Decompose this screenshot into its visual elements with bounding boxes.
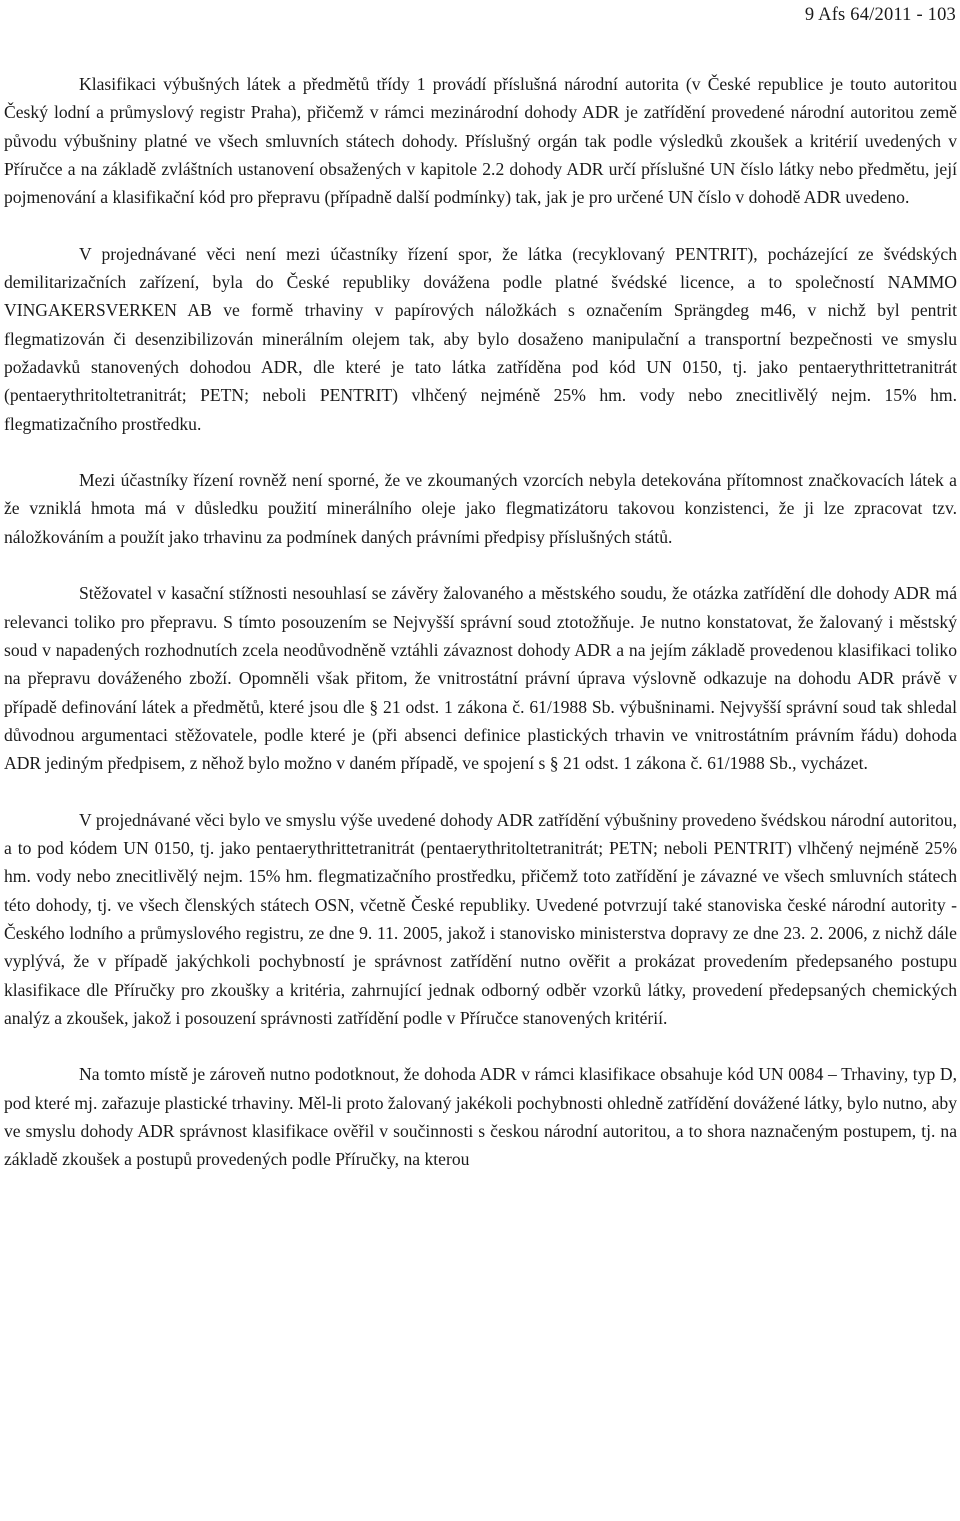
paragraph-marking-substances: Mezi účastníky řízení rovněž není sporné, že ve zkoumaných vzorcích nebyla detekována přítomnost značkovacích látek a že vzniklá hmota má v důsledku použití minerálního oleje jako flegmatizátoru takovou konzistenci, že ji lze zpracovat tzv. náložkováním a použít jako trhavinu za podmínek daných právními předpisy příslušných států. [4,470,957,547]
case-number-header: 9 Afs 64/2011 - 103 [804,5,956,25]
paragraph-undisputed-facts: V projednávané věci není mezi účastníky řízení spor, že látka (recyklovaný PENTRIT), pocházející ze švédských demilitarizačních zařízení, byla do České republiky dovážena podle platné švédské licence, a to společností NAMMO VINGAKERSVERKEN AB ve formě trhaviny v papírových náložkách s označením Sprängdeg m46, v nichž byl pentrit flegmatizován či desenzibilizován minerálním olejem tak, aby bylo dosaženo manipulační a transportní bezpečnosti ve smyslu požadavků stanovených dohodou ADR, dle které je tato látka zatříděna pod kód UN 0150, tj. jako pentaerythrittetranitrát (pentaerythritoltetranitrát; PETN; neboli PENTRIT) vlhčený nejméně 25% hm. vody nebo znecitlivělý nejm. 15% hm. flegmatizačního prostředku. [4,243,957,434]
paragraph-un0084-note: Na tomto místě je zároveň nutno podotknout, že dohoda ADR v rámci klasifikace obsahuje kód UN 0084 – Trhaviny, typ D, pod které mj. zařazuje plastické trhaviny. Měl-li proto žalovaný jakékoli pochybnosti ohledně zatřídění dovážené látky, bylo nutno, aby ve smyslu dohody ADR správnost klasifikace ověřil v součinnosti s českou národní autoritou, a to shora naznačeným postupem, tj. na základě zkoušek a postupů provedených podle Příručky, na kterou [4,1064,957,1170]
paragraph-complainant-argument: Stěžovatel v kasační stížnosti nesouhlasí se závěry žalovaného a městského soudu, že otázka zatřídění dle dohody ADR má relevanci toliko pro přepravu. S tímto posouzením se Nejvyšší správní soud ztotožňuje. Je nutno konstatovat, že žalovaný i městský soud v napadených rozhodnutích zcela neodůvodněně vztáhli závaznost dohody ADR a na jejím základě provedenou klasifikaci toliko na přepravu dováženého zboží. Opomněli však přitom, že vnitrostátní právní úprava výslovně odkazuje na dohodu ADR právě v případě definování látek a předmětů, které jsou dle § 21 odst. 1 zákona č. 61/1988 Sb. výbušninami. Nejvyšší správní soud tak shledal důvodnou argumentaci stěžovatele, podle které je (při absenci definice plastických trhavin ve vnitrostátním právním řádu) dohoda ADR jediným předpisem, z něhož bylo možno v daném případě, ve spojení s § 21 odst. 1 zákona č. 61/1988 Sb., vycházet. [4,583,957,774]
paragraph-swedish-classification: V projednávané věci bylo ve smyslu výše uvedené dohody ADR zatřídění výbušniny provedeno švédskou národní autoritou, a to pod kódem UN 0150, tj. jako pentaerythrittetranitrát (pentaerythritoltetranitrát; PETN; neboli PENTRIT) vlhčený nejméně 25% hm. vody nebo znecitlivělý nejm. 15% hm. flegmatizačního prostředku, přičemž toto zatřídění je závazné ve všech smluvních státech této dohody, tj. ve všech členských státech OSN, včetně České republiky. Uvedené potvrzují také stanoviska české národní autority - Českého lodního a průmyslového registru, ze dne 9. 11. 2005, jakož i stanovisko ministerstva dopravy ze dne 23. 2. 2006, z nichž dále vyplývá, že v případě jakýchkoli pochybností je správnost zatřídění nutno ověřit a prokázat provedením předepsaného postupu klasifikace dle Příručky pro zkoušky a kritéria, zahrnující jednak odborný odběr vzorků látky, provedení předepsaných chemických analýz a zkoušek, jakož i posouzení správnosti zatřídění podle v Příručce stanovených kritérií. [4,809,957,1028]
document-body [4,70,957,1202]
paragraph-classification: Klasifikaci výbušných látek a předmětů třídy 1 provádí příslušná národní autorita (v České republice je touto autoritou Český lodní a průmyslový registr Praha), přičemž v rámci mezinárodní dohody ADR je zatřídění provedené národní autoritou země původu výbušniny platné ve všech smluvních státech dohody. Příslušný orgán tak podle výsledků zkoušek a kritérií uvedených v Příručce a na základě zvláštních ustanovení obsažených v kapitole 2.2 dohody ADR určí příslušné UN číslo látky nebo předmětu, její pojmenování a klasifikační kód pro přepravu (případně další podmínky) tak, jak je pro určené UN číslo v dohodě ADR uvedeno. [4,74,957,208]
